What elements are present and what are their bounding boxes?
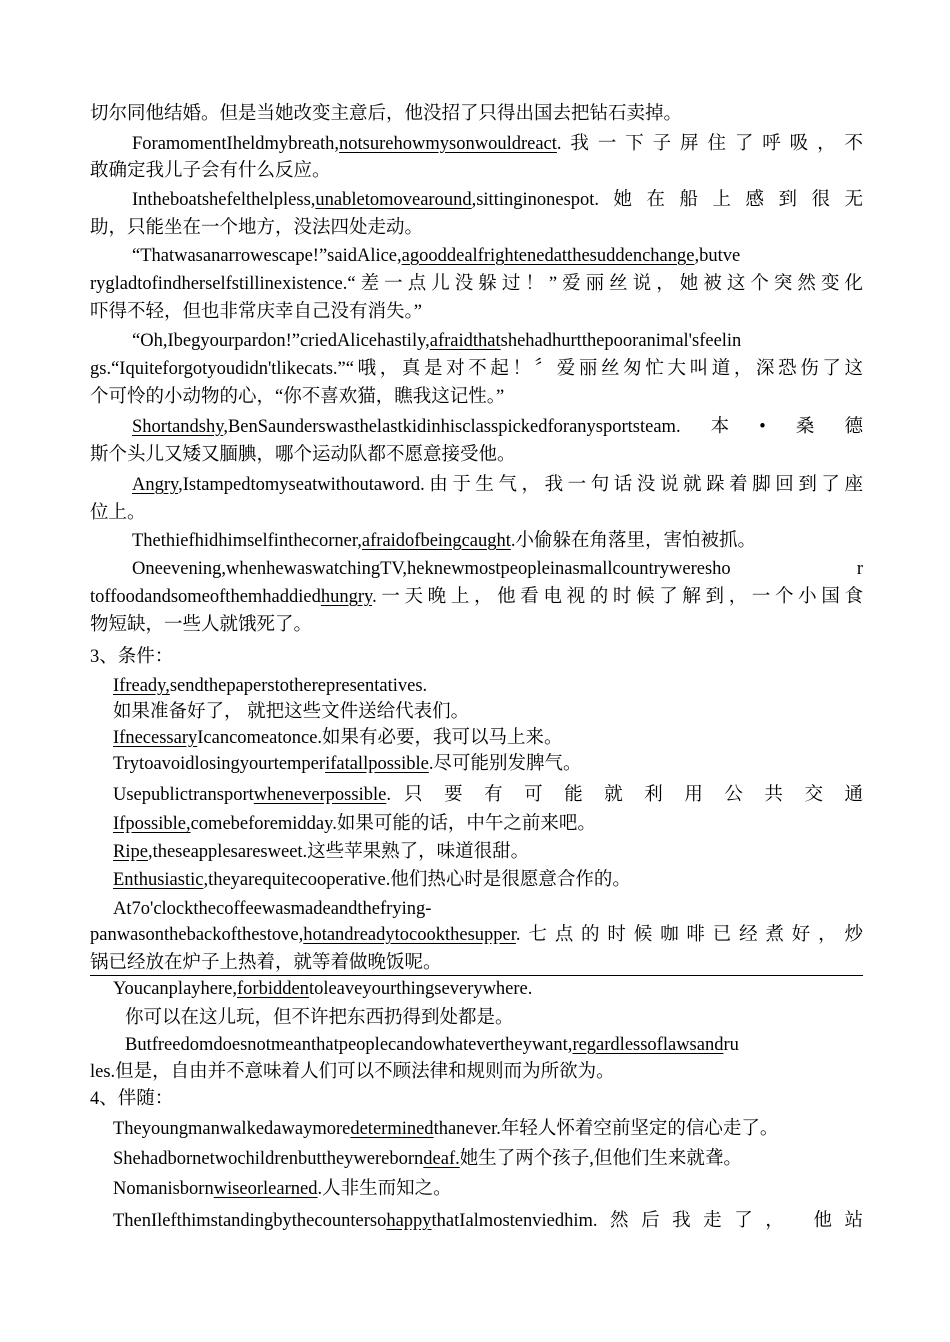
text-run: sendthepaperstotherepresentatives. [169, 676, 428, 696]
text-line [113, 725, 863, 751]
underlined-phrase: forbidden [237, 979, 309, 999]
underlined-phrase: unabletomovearound [315, 190, 472, 210]
underlined-phrase: regardlessoflawsand [572, 1035, 724, 1055]
text-line [90, 584, 863, 610]
text-run: 切尔同他结婚。但是当她改变主意后，他没招了只得出国去把钻石卖掉。 [90, 104, 683, 124]
underlined-phrase: Shortandshy [132, 417, 224, 437]
text-run: 个可怜的小动物的心，“你不喜欢猫，瞧我这记性。” [90, 387, 505, 407]
text-line [113, 839, 863, 865]
text-run: ,butve [694, 246, 741, 266]
text-run: 敢确定我儿子会有什么反应。 [90, 161, 331, 181]
text-run: 3、条件： [90, 647, 174, 667]
text-line [113, 976, 863, 1002]
text-run: 她生了两个孩子,但他们生来就聋。 [459, 1149, 742, 1169]
text-run: comebeforemidday.如果可能的话，中午之前来吧。 [190, 814, 596, 834]
underlined-phrase: happy [386, 1211, 432, 1231]
text-line [132, 472, 863, 498]
text-line [113, 1116, 863, 1142]
text-line [113, 896, 863, 922]
text-line [90, 442, 863, 468]
text-run: Icancomeatonce.如果有必要，我可以马上来。 [197, 728, 563, 748]
text-line [113, 751, 863, 777]
text-run: ,BenSaunderswasthelastkidinhisclasspickedforanysportsteam.本•桑德 [223, 417, 863, 437]
text-run: 助，只能坐在一个地方，没法四处走动。 [90, 218, 424, 238]
text-run: .一天晚上，他看电视的时候了解到，一个小国食 [372, 587, 863, 607]
underlined-phrase: wheneverpossible [253, 785, 387, 805]
underlined-phrase: determined [350, 1119, 434, 1139]
text-run: .尽可能别发脾气。 [428, 754, 582, 774]
text-run: 物短缺，一些人就饿死了。 [90, 615, 313, 635]
text-run: ,theyarequitecooperative.他们热心时是很愿意合作的。 [203, 870, 631, 890]
text-line [132, 187, 863, 213]
text-line [90, 1059, 863, 1085]
text-line [113, 811, 863, 837]
text-run: ,theseapplesaresweet.这些苹果熟了，味道很甜。 [147, 842, 530, 862]
text-line [90, 922, 863, 948]
underlined-phrase: Enthusiastic [113, 870, 204, 890]
underlined-phrase: Ifnecessary [113, 728, 198, 748]
text-run: ,Istampedtomyseatwithoutaword.由于生气，我一句话没说就跺着脚回到了座 [178, 475, 863, 495]
text-run: 锅已经放在炉子上热着，就等着做晚饭呢。 [90, 953, 442, 973]
text-line [113, 867, 863, 893]
underlined-phrase: Ifready, [113, 676, 170, 696]
text-run: Intheboatshefelthelpless, [132, 190, 316, 210]
text-run: shehadhurtthepooranimal'sfeelin [500, 331, 742, 351]
text-line [90, 644, 863, 670]
text-line [90, 384, 863, 410]
text-line [90, 612, 863, 638]
text-run: .七点的时候咖啡已经煮好，炒 [515, 925, 863, 945]
text-run: panwasonthebackofthestove, [90, 925, 304, 945]
text-run: 斯个头儿又矮又腼腆，哪个运动队都不愿意接受他。 [90, 445, 516, 465]
text-line [90, 299, 863, 325]
text-run: ThenIlefthimstandingbythecounterso [113, 1211, 387, 1231]
text-run: “Oh,Ibegyourpardon!”criedAlicehastily, [132, 331, 430, 351]
text-run: 4、伴随： [90, 1089, 174, 1109]
underlined-phrase: afraidofbeingcaught [361, 531, 511, 551]
text-run: 如果准备好了， 就把这些文件送给代表们。 [113, 702, 470, 722]
text-line [125, 1032, 863, 1058]
text-line [113, 1208, 863, 1234]
text-run: Usepublictransport [113, 785, 254, 805]
text-line [90, 356, 863, 382]
horizontal-rule [90, 975, 863, 976]
text-line [132, 556, 863, 582]
underlined-phrase: notsurehowmysonwouldreact [339, 134, 557, 154]
text-run: gs.“Iquiteforgotyoudidn'tlikecats.”“哦，真是对不起！〞爱丽丝匆忙大叫道，深恐伤了这 [90, 359, 863, 379]
underlined-phrase: hotandreadytocookthesupper [303, 925, 516, 945]
text-line [90, 1086, 863, 1112]
text-run: toleaveyourthingseverywhere. [308, 979, 533, 999]
text-run: ,sittinginonespot.她在船上感到很无 [471, 190, 863, 210]
text-run: Youcanplayhere, [113, 979, 237, 999]
text-line [113, 1146, 863, 1172]
text-line [90, 950, 863, 976]
text-line [90, 158, 863, 184]
text-line [113, 1176, 863, 1202]
text-run: 你可以在这儿玩，但不许把东西扔得到处都是。 [125, 1008, 514, 1028]
text-run: .小偷躲在角落里，害怕被抓。 [510, 531, 757, 551]
text-run: Theyoungmanwalkedawaymore [113, 1119, 351, 1139]
underlined-phrase: deaf. [423, 1149, 460, 1169]
text-run: Butfreedomdoesnotmeanthatpeoplecandowhatevertheywant, [125, 1035, 573, 1055]
text-line [113, 699, 863, 725]
text-run: . 只 要 有 可 能 就 利 用 公 共 交 通 [386, 785, 863, 805]
text-run: Nomanisborn [113, 1179, 214, 1199]
underlined-phrase: ifatallpossible [325, 754, 429, 774]
text-line [113, 673, 863, 699]
text-line [132, 414, 863, 440]
text-run: Trytoavoidlosingyourtemper [113, 754, 326, 774]
text-run: ru [723, 1035, 739, 1055]
text-line [90, 500, 863, 526]
underlined-phrase: Ifpossible, [113, 814, 191, 834]
underlined-phrase: wiseorlearned [213, 1179, 318, 1199]
text-run: “Thatwasanarrowescape!”saidAlice, [132, 246, 402, 266]
underlined-phrase: agooddealfrightenedatthesuddenchange [401, 246, 695, 266]
text-run: Oneevening,whenhewaswatchingTV,heknewmostpeopleinasmallcountryweresho r [132, 559, 863, 579]
text-run: thatIalmostenviedhim.然后我走了， 他站 [431, 1211, 863, 1231]
underlined-phrase: hungry [320, 587, 373, 607]
text-line [113, 782, 863, 808]
text-line [132, 528, 863, 554]
text-line [132, 328, 863, 354]
text-line [125, 1005, 863, 1031]
text-run: les.但是，自由并不意味着人们可以不顾法律和规则而为所欲为。 [90, 1062, 615, 1082]
text-run: ForamomentIheldmybreath, [132, 134, 340, 154]
text-run: Shehadbornetwochildrenbuttheywereborn [113, 1149, 424, 1169]
text-line [132, 131, 863, 157]
text-run: rygladtofindherselfstillinexistence.“差一点儿没躲过！”爱丽丝说，她被这个突然变化 [90, 274, 863, 294]
text-line [132, 243, 863, 269]
text-run: thanever.年轻人怀着空前坚定的信心走了。 [433, 1119, 779, 1139]
text-run: Thethiefhidhimselfinthecorner, [132, 531, 362, 551]
text-line [90, 101, 863, 127]
text-run: .我一下子屏住了呼吸，不 [556, 134, 863, 154]
text-run: .人非生而知之。 [317, 1179, 452, 1199]
underlined-phrase: afraidthat [429, 331, 501, 351]
text-line [90, 271, 863, 297]
text-run: 吓得不轻，但也非常庆幸自己没有消失。” [90, 302, 422, 322]
text-run: 位上。 [90, 503, 146, 523]
text-line [90, 215, 863, 241]
underlined-phrase: Ripe [113, 842, 148, 862]
underlined-phrase: Angry [132, 475, 179, 495]
text-run: At7o'clockthecoffeewasmadeandthefrying- [113, 899, 432, 919]
text-run: toffoodandsomeofthemhaddied [90, 587, 321, 607]
